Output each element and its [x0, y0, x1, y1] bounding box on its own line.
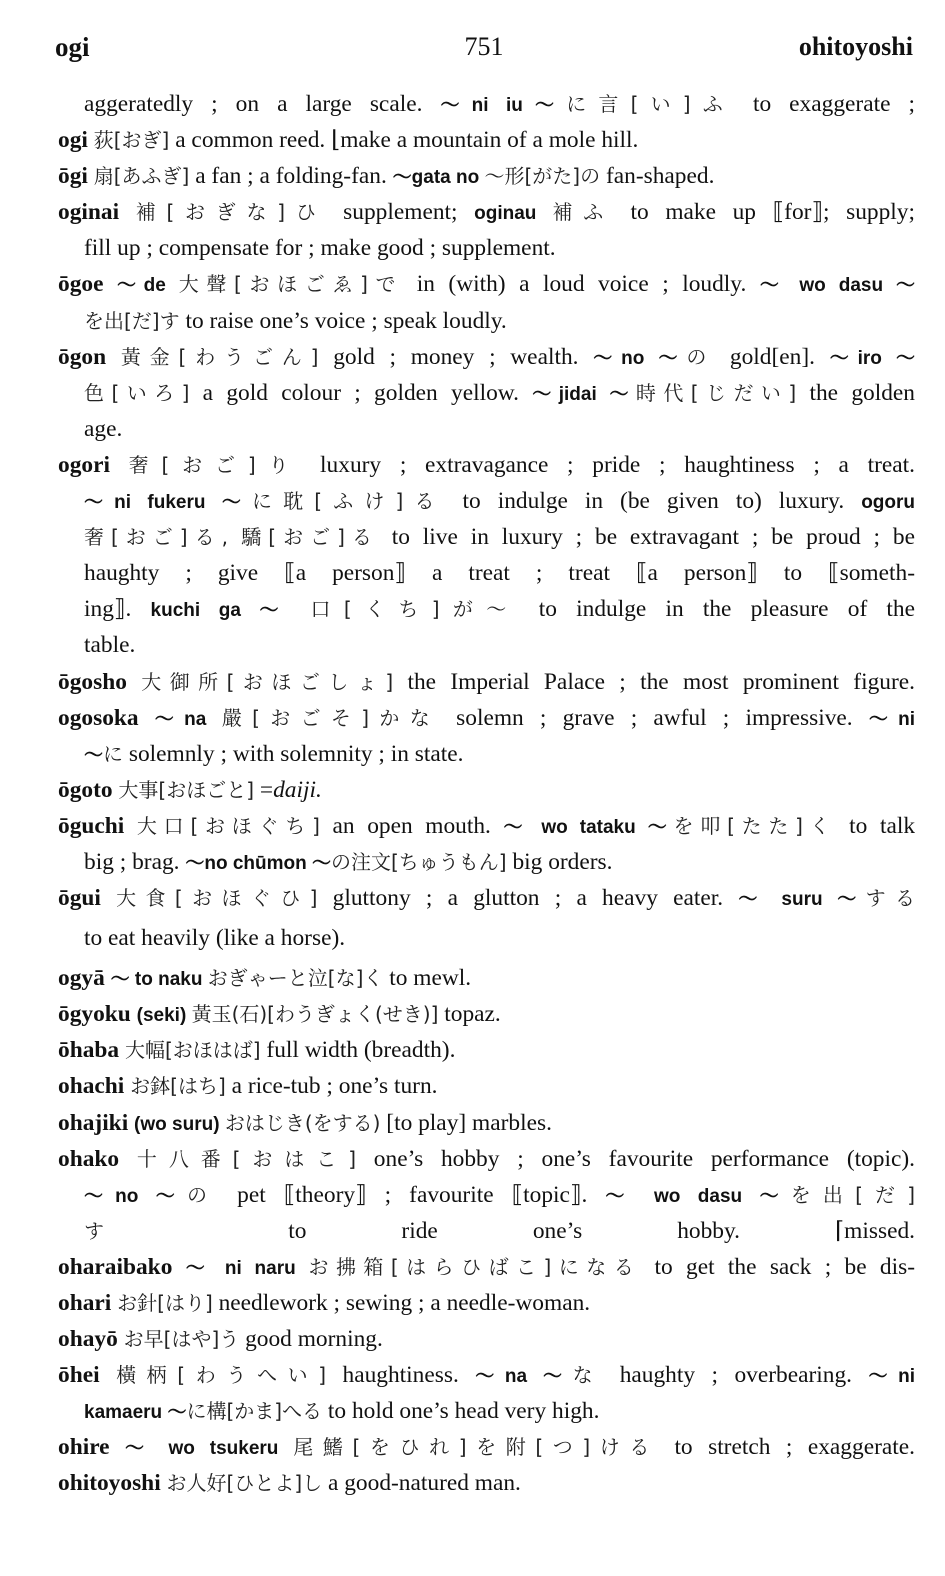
definition-text: gluttony ; a glutton ; a heavy eater. — [317, 885, 739, 912]
definition-text: to get the sack ; be dis- — [641, 1253, 915, 1280]
japanese-text: お鉢[はち] — [130, 1074, 226, 1099]
japanese-text: 黃金[わうごん] — [120, 344, 319, 369]
japanese-text: 橫柄[わうへい] — [116, 1363, 327, 1388]
japanese-text: 大聲[おほごゑ]で — [178, 272, 404, 297]
entry-line — [58, 1032, 915, 1068]
headword: oginai — [58, 199, 136, 226]
romaji-phrase: (wo suru) — [134, 1113, 225, 1135]
japanese-text: お拂箱[はらひばこ]になる — [308, 1254, 642, 1279]
romaji-phrase: ～gata no — [392, 167, 485, 189]
romaji-phrase: ～ni iu～ — [440, 95, 567, 116]
definition-text: table. — [84, 632, 136, 659]
japanese-text: に言[い]ふ — [566, 92, 735, 116]
entry-line — [58, 1177, 915, 1213]
headword: ōgi — [58, 163, 94, 190]
definition-text: gold ; money ; wealth. — [318, 343, 594, 370]
definition-text: gold[en]. — [715, 343, 830, 370]
romaji-phrase: ～iro ～ — [829, 347, 915, 369]
entry-line — [58, 591, 915, 627]
definition-text: to mewl. — [383, 965, 472, 992]
definition-text: in (with) a loud voice ; loudly. — [403, 271, 760, 298]
romaji-phrase: (seki) — [136, 1005, 192, 1027]
definition-text: solemn ; grave ; awful ; impressive. — [440, 704, 869, 731]
japanese-text: 荻[おぎ] — [93, 128, 170, 153]
definition-text: aggeratedly ; on a large scale. — [84, 91, 441, 117]
romaji-phrase: ～ni fukeru ～ — [84, 492, 253, 514]
entry-line — [58, 664, 915, 700]
japanese-text: 大食[おほぐひ] — [116, 886, 318, 911]
definition-text: haughty ; overbearing. — [603, 1362, 869, 1389]
romaji-phrase: ～no ～ — [84, 1185, 187, 1207]
entry-line — [58, 1068, 915, 1104]
japanese-text: おはじき(をする) — [224, 1110, 381, 1135]
headword: ōgon — [58, 343, 121, 370]
romaji-phrase: ～ni — [868, 1366, 915, 1388]
headword: ogi — [58, 127, 94, 154]
headword: ohayō — [58, 1326, 124, 1353]
japanese-text: お針[はり] — [117, 1291, 213, 1315]
definition-text: haughty ; give ⟦a person⟧ a treat ; treat ⟦a person⟧ to ⟦someth- — [84, 560, 915, 587]
japanese-text: する — [865, 886, 915, 911]
headword: ōgui — [58, 885, 117, 912]
headword: ōgosho — [58, 668, 142, 695]
definition-text: to indulge in the pleasure of the — [519, 596, 915, 623]
entry-line — [58, 1357, 915, 1393]
headword: ohako — [58, 1145, 137, 1172]
definition-text: full width (breadth). — [260, 1037, 456, 1064]
japanese-text: 黃玉(石)[わうぎょく(せき)] — [191, 1002, 439, 1027]
definition-text: pet ⟦theory⟧ ; favourite ⟦topic⟧. — [219, 1181, 606, 1208]
headword: ōguchi — [58, 812, 137, 839]
entry-line — [58, 960, 915, 996]
headword: ohajiki — [58, 1109, 135, 1136]
definition-text: topaz. — [438, 1001, 501, 1028]
headword: oharaibako — [58, 1253, 186, 1280]
japanese-text: 大幅[おほはば] — [124, 1038, 261, 1063]
definition-text: haughtiness. — [326, 1362, 476, 1389]
japanese-text: 補ふ — [552, 200, 614, 225]
headword: ohitoyoshi — [58, 1470, 167, 1497]
romaji-phrase: ～na — [154, 708, 222, 730]
entry-line — [58, 230, 915, 266]
definition-text: fan-shaped. — [600, 163, 715, 190]
japanese-text: の注文[ちゅうもん] — [331, 849, 507, 874]
definition-text: to talk — [836, 812, 915, 839]
entry-line — [58, 1429, 915, 1465]
entry-line — [58, 1141, 915, 1177]
japanese-text: に構[かま]へる — [186, 1399, 323, 1424]
japanese-text: を叩[たた]く — [673, 813, 837, 838]
romaji-phrase: ～ wo tsukeru — [125, 1438, 294, 1460]
japanese-text: 扇[あふぎ] — [93, 164, 190, 189]
japanese-text: 奢[おご]る, 驕[おご]る — [84, 525, 379, 550]
japanese-text: な — [572, 1363, 604, 1388]
entry-line — [58, 1213, 915, 1249]
entry-line — [58, 86, 915, 122]
definition-text: big orders. — [506, 848, 613, 875]
romaji-phrase: ～ wo tataku ～ — [503, 816, 674, 838]
japanese-text: 補[おぎな]ひ — [135, 200, 327, 225]
japanese-text: に — [103, 741, 124, 766]
entry-line — [58, 1465, 915, 1501]
definition-text: age. — [84, 415, 123, 442]
romaji-phrase: ～ni — [868, 708, 915, 730]
entry-line — [58, 339, 915, 375]
entry-line — [58, 1105, 915, 1141]
definition-text: to hold one’s head very high. — [322, 1398, 600, 1425]
definition-text: big ; brag. — [84, 848, 186, 875]
japanese-text: に耽[ふけ]る — [252, 489, 446, 514]
japanese-text: を出[だ]す — [84, 308, 180, 333]
definition-text: a good-natured man. — [322, 1470, 521, 1497]
definition-text: needlework ; sewing ; a needle-woman. — [212, 1290, 591, 1316]
definition-text: to live in luxury ; be extravagant ; be proud ; be — [378, 524, 915, 551]
definition-text: supplement; — [326, 199, 475, 226]
japanese-text: の — [186, 1182, 220, 1207]
entry-line — [58, 411, 915, 447]
japanese-text: 色[いろ] — [84, 380, 190, 405]
entry-line — [58, 194, 915, 230]
romaji-phrase: ～ ni naru — [185, 1257, 309, 1279]
guide-word-first: ogi — [55, 32, 90, 62]
romaji-phrase: kamaeru ～ — [84, 1402, 187, 1424]
definition-text: = — [254, 776, 274, 803]
definition-text: to eat heavily (like a horse). — [84, 925, 346, 952]
definition-text: the Imperial Palace ; the most prominent figure. — [393, 668, 915, 695]
romaji-phrase: ～ wo dasu ～ — [605, 1185, 791, 1207]
entry-line — [58, 1249, 915, 1285]
definition-text: a fan ; a folding-fan. — [189, 163, 393, 190]
japanese-text: の — [686, 344, 716, 369]
romaji-phrase: ～ to naku — [110, 969, 208, 991]
definition-text: solemnly ; with solemnity ; in state. — [123, 740, 464, 767]
page-number: 751 — [464, 32, 504, 61]
entry-line — [58, 375, 915, 411]
entry-line — [58, 1321, 915, 1357]
definition-text: to raise one’s voice ; speak loudly. — [179, 307, 507, 334]
japanese-text: お人好[ひとよ]し — [166, 1471, 323, 1496]
cross-reference: daiji. — [273, 776, 322, 803]
definition-text: a rice-tub ; one’s turn. — [225, 1073, 438, 1100]
entry-line — [58, 844, 915, 880]
entry-line — [58, 1393, 915, 1429]
guide-word-last: ohitoyoshi — [798, 32, 913, 61]
japanese-text: おぎゃーと泣[な]く — [207, 966, 384, 991]
romaji-phrase: ogoru — [861, 492, 915, 514]
japanese-text: 口[くち]が～ — [310, 597, 520, 622]
entry-line — [58, 880, 915, 916]
romaji-phrase: oginau — [474, 203, 553, 225]
headword: ōhaba — [58, 1037, 125, 1064]
definition-text: good morning. — [239, 1326, 383, 1353]
headword: ōgoto — [58, 776, 119, 803]
romaji-phrase: ～no chūmon ～ — [185, 852, 331, 874]
page-header — [55, 32, 913, 68]
entry-line — [58, 519, 915, 555]
japanese-text: ～形[がた]の — [484, 164, 601, 189]
definition-text: fill up ; compensate for ; make good ; supplement. — [84, 235, 556, 262]
romaji-phrase: ～de — [116, 275, 179, 297]
definition-text: ing⟧. — [84, 596, 151, 623]
entry-line — [58, 916, 915, 960]
romaji-phrase: ～ wo dasu ～ — [759, 275, 915, 297]
entry-line — [58, 808, 915, 844]
entry-line — [58, 555, 915, 591]
japanese-text: 尾鰭[をひれ]を附[つ]ける — [293, 1435, 659, 1460]
japanese-text: お早[はや]う — [123, 1327, 240, 1352]
romaji-phrase: ～ suru ～ — [738, 889, 866, 911]
definition-text: to ride one’s hobby. ⌈missed. — [193, 1217, 915, 1244]
headword: ogyā — [58, 965, 111, 992]
japanese-text: す — [84, 1218, 194, 1243]
headword: ohachi — [58, 1073, 131, 1100]
japanese-text: 大御所[おほごしょ] — [141, 669, 394, 694]
entry-line — [58, 996, 915, 1032]
japanese-text: 大口[おほぐち] — [136, 813, 320, 838]
entry-line — [58, 122, 915, 158]
headword: ōhei — [58, 1362, 117, 1389]
definition-text: [to play] marbles. — [380, 1109, 552, 1136]
entry-line — [58, 447, 915, 483]
definition-text: to stretch ; exaggerate. — [658, 1434, 915, 1461]
entry-line — [58, 700, 915, 736]
definition-text: a gold colour ; golden yellow. — [189, 379, 533, 406]
definition-text: one’s hobby ; one’s favourite performance (topic). — [356, 1145, 915, 1172]
entry-line — [58, 1285, 915, 1321]
entry-line — [58, 303, 915, 339]
definition-text: a common reed. ⌊make a mountain of a mole hill. — [169, 127, 639, 154]
headword: ogosoka — [58, 704, 155, 731]
definition-text: to indulge in (be given to) luxury. — [445, 488, 862, 515]
romaji-phrase: ～ — [84, 744, 104, 766]
definition-text: luxury ; extravagance ; pride ; haughtiness ; a treat. — [301, 451, 915, 478]
headword: ōgoe — [58, 271, 117, 298]
entry-line — [58, 736, 915, 772]
entry-line — [58, 158, 915, 194]
japanese-text: を出[だ] — [790, 1182, 915, 1207]
dictionary-entries — [58, 86, 915, 1502]
romaji-phrase: ～jidai ～ — [532, 383, 636, 405]
headword: ohire — [58, 1434, 125, 1461]
romaji-phrase: ～no ～ — [593, 347, 687, 369]
definition-text: the golden — [796, 379, 915, 406]
definition-text: to make up ⟦for⟧; supply; — [613, 199, 915, 226]
japanese-text: 嚴[おごそ]かな — [221, 705, 441, 730]
definition-text: an open mouth. — [319, 812, 504, 839]
entry-line — [58, 483, 915, 519]
romaji-phrase: ～na ～ — [475, 1366, 573, 1388]
japanese-text: 奢[おご]り — [128, 452, 302, 477]
entry-line — [58, 627, 915, 663]
japanese-text: 大事[おほごと] — [118, 777, 255, 802]
definition-text: to exaggerate ; — [734, 91, 915, 117]
entry-line — [58, 772, 915, 808]
entry-line — [58, 266, 915, 302]
headword: ōgyoku — [58, 1001, 137, 1028]
headword: ogori — [58, 451, 129, 478]
headword: ohari — [58, 1290, 118, 1316]
romaji-phrase: kuchi ga ～ — [150, 600, 311, 622]
japanese-text: 時代[じだい] — [635, 380, 797, 405]
japanese-text: 十八番[おはこ] — [136, 1146, 357, 1171]
